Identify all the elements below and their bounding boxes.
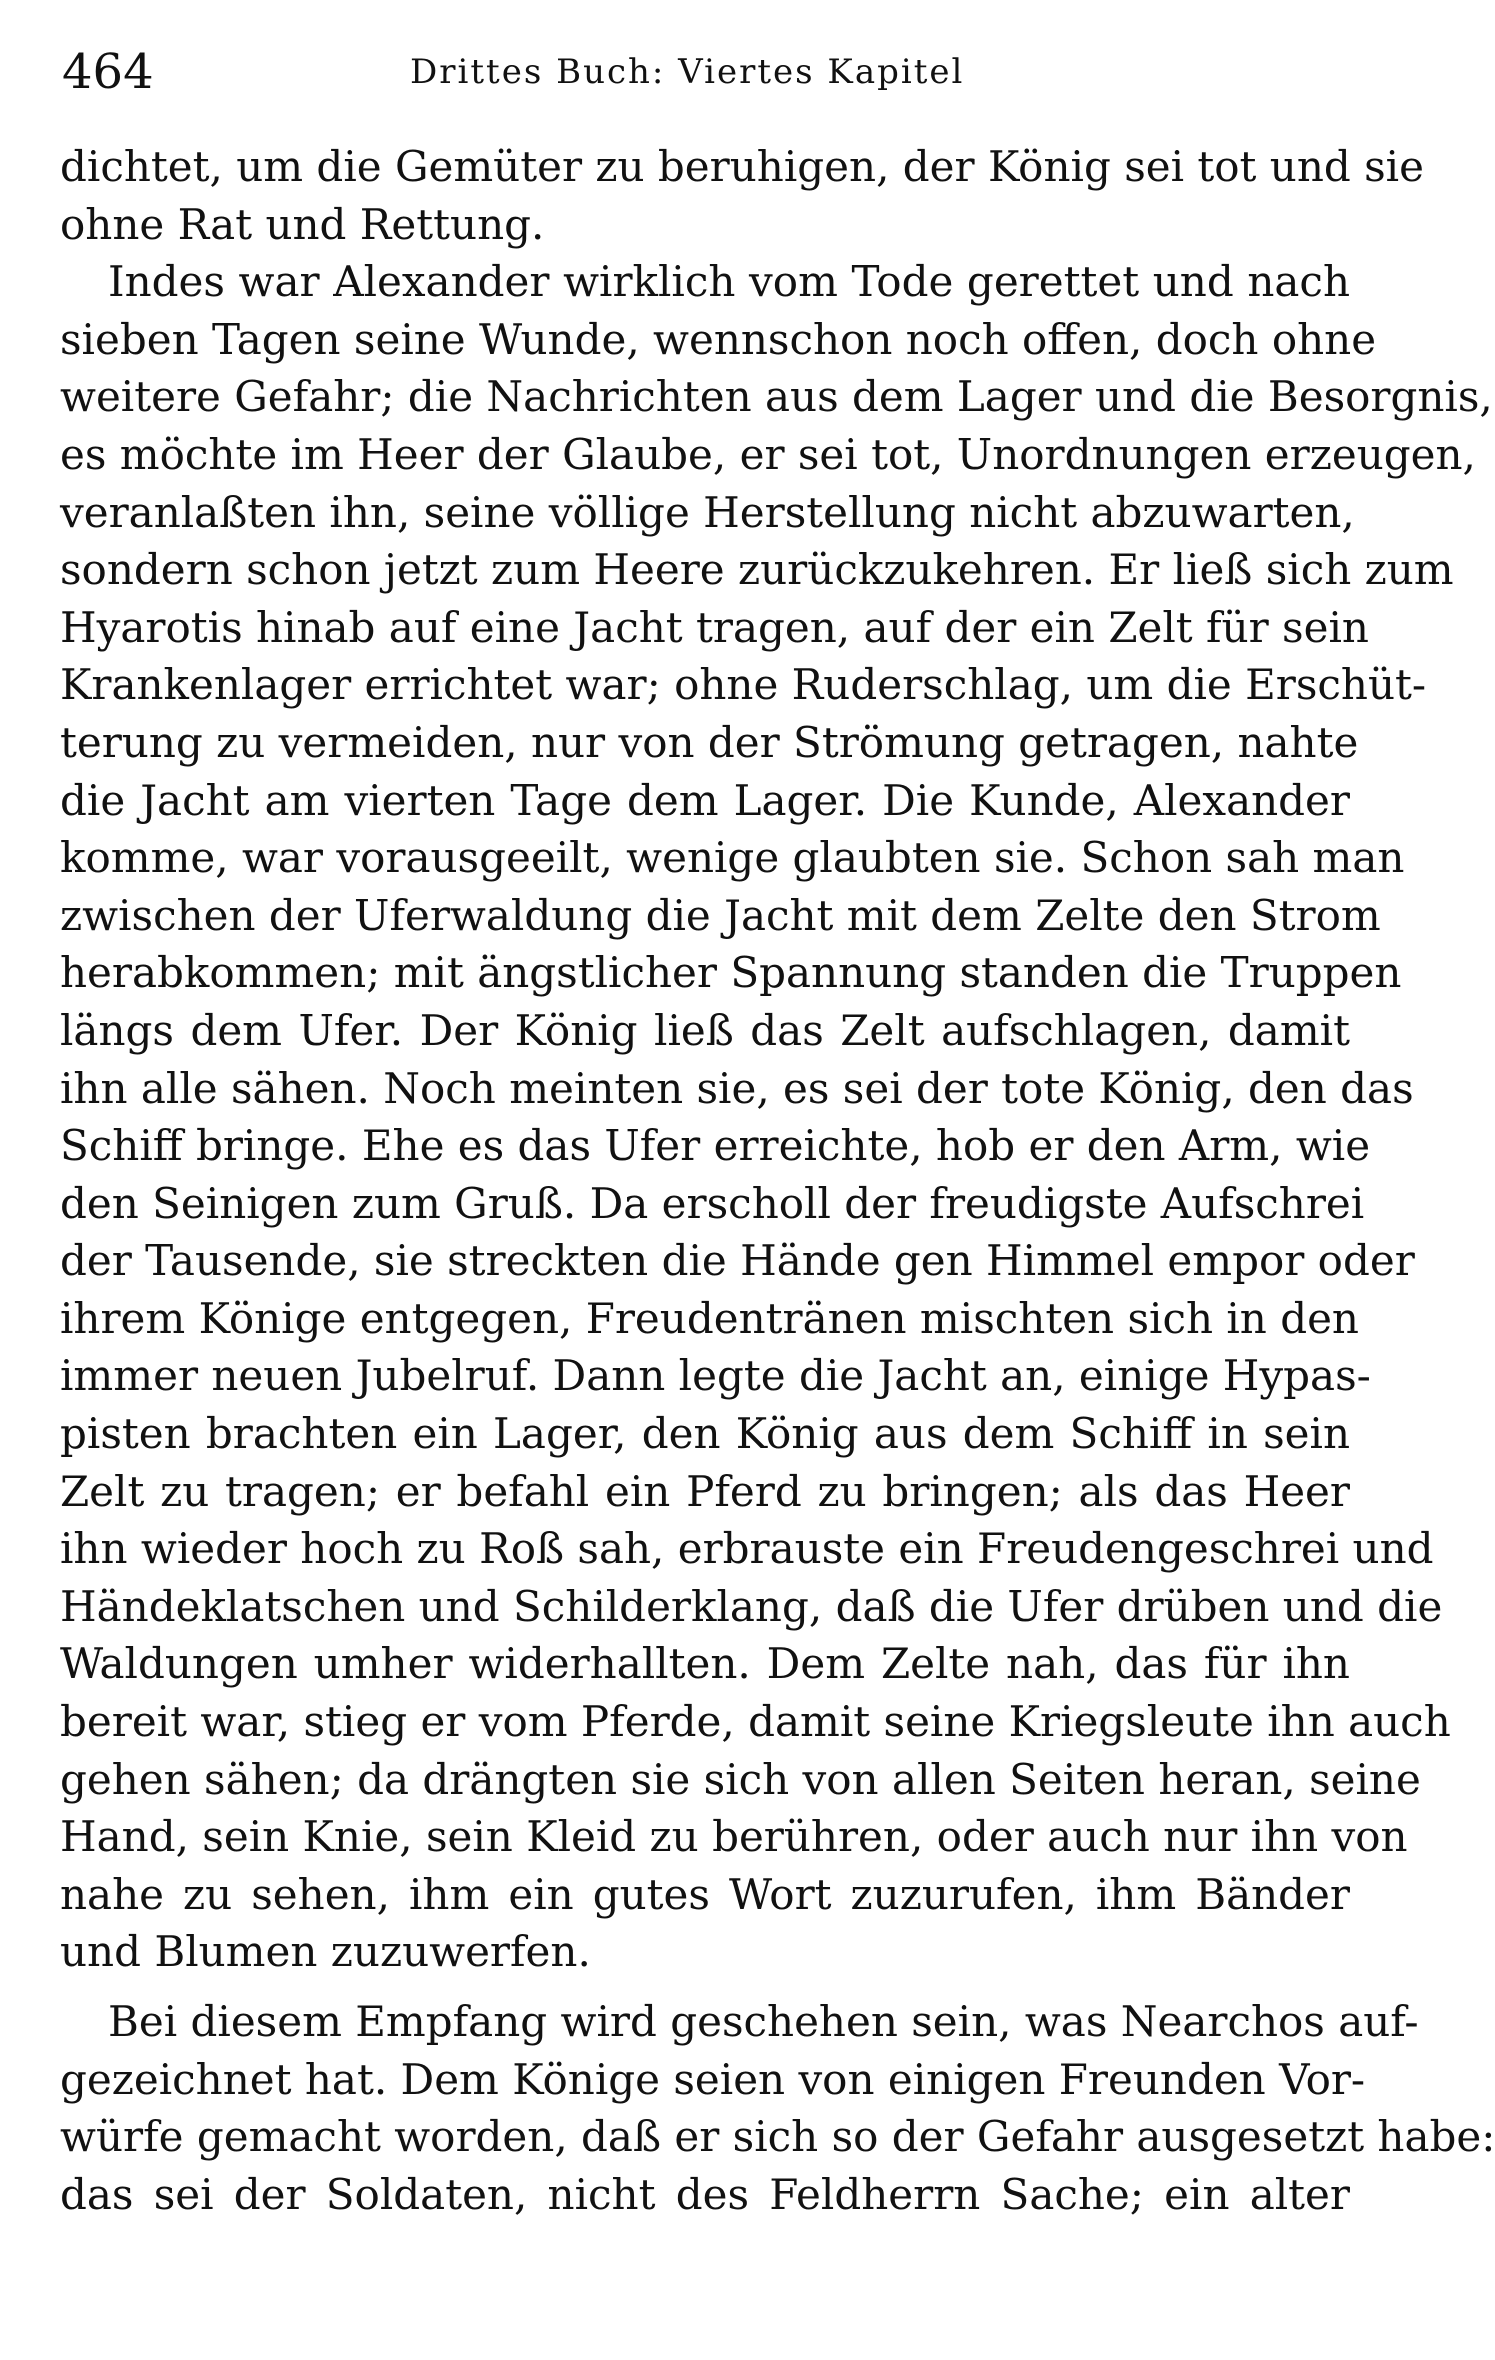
running-head: Drittes Buch: Viertes Kapitel <box>410 52 965 92</box>
text-line: den Seinigen zum Gruß. Da erscholl der freudigste Aufschrei <box>60 1178 1365 1228</box>
text-line: der Tausende, sie streckten die Hände gen Himmel empor oder <box>60 1236 1415 1286</box>
text-line: dichtet, um die Gemüter zu beruhigen, der König sei tot und sie <box>60 142 1424 191</box>
text-line: komme, war vorausgeeilt, wenige glaubten sie. Schon sah man <box>60 833 1405 883</box>
text-line: das sei der Soldaten, nicht des Feldherrn Sache; ein alter <box>60 2169 1350 2219</box>
text-line: immer neuen Jubelruf. Dann legte die Jacht an, einige Hypas- <box>60 1351 1371 1401</box>
text-line: bereit war, stieg er vom Pferde, damit seine Kriegsleute ihn auch <box>60 1697 1451 1747</box>
text-line: ihn alle sähen. Noch meinten sie, es sei der tote König, den das <box>60 1063 1414 1113</box>
text-line: Indes war Alexander wirklich vom Tode gerettet und nach <box>108 257 1350 307</box>
text-line: Schiff bringe. Ehe es das Ufer erreichte, hob er den Arm, wie <box>60 1121 1371 1171</box>
page-number: 464 <box>62 44 154 100</box>
page-header <box>50 36 1349 106</box>
text-line: Zelt zu tragen; er befahl ein Pferd zu bringen; als das Heer <box>60 1466 1350 1516</box>
paragraph-gap <box>60 1981 1350 1993</box>
text-line: sieben Tagen seine Wunde, wennschon noch offen, doch ohne <box>60 314 1377 364</box>
text-line: Bei diesem Empfang wird geschehen sein, was Nearchos auf- <box>108 1997 1419 2046</box>
text-line: die Jacht am vierten Tage dem Lager. Die Kunde, Alexander <box>60 775 1350 825</box>
text-line: Hand, sein Knie, sein Kleid zu berühren, oder auch nur ihn von <box>60 1812 1408 1862</box>
text-line: würfe gemacht worden, daß er sich so der Gefahr ausgesetzt habe: <box>60 2112 1495 2162</box>
text-line: längs dem Ufer. Der König ließ das Zelt aufschlagen, damit <box>60 1005 1350 1055</box>
text-line: terung zu vermeiden, nur von der Strömung getragen, nahte <box>60 717 1359 767</box>
text-line: weitere Gefahr; die Nachrichten aus dem Lager und die Besorgnis, <box>60 372 1493 422</box>
text-line: ohne Rat und Rettung. <box>60 199 545 249</box>
text-line: gehen sähen; da drängten sie sich von allen Seiten heran, seine <box>60 1754 1421 1804</box>
text-line: Händeklatschen und Schilderklang, daß die Ufer drüben und die <box>60 1581 1443 1631</box>
text-line: ihrem Könige entgegen, Freudentränen mischten sich in den <box>60 1293 1359 1343</box>
text-line: nahe zu sehen, ihm ein gutes Wort zuzurufen, ihm Bänder <box>60 1869 1350 1919</box>
text-line: und Blumen zuzuwerfen. <box>60 1927 591 1977</box>
text-line: es möchte im Heer der Glaube, er sei tot, Unordnungen erzeugen, <box>60 429 1476 479</box>
text-line: sondern schon jetzt zum Heere zurückzukehren. Er ließ sich zum <box>60 545 1454 595</box>
text-line: Hyarotis hinab auf eine Jacht tragen, auf der ein Zelt für sein <box>60 602 1369 652</box>
text-line: pisten brachten ein Lager, den König aus dem Schiff in sein <box>60 1409 1350 1459</box>
text-line: ihn wieder hoch zu Roß sah, erbrauste ein Freudengeschrei und <box>60 1524 1434 1574</box>
text-line: gezeichnet hat. Dem Könige seien von einigen Freunden Vor- <box>60 2054 1366 2104</box>
text-line: zwischen der Uferwaldung die Jacht mit dem Zelte den Strom <box>60 890 1381 940</box>
body-text <box>60 138 1495 2223</box>
text-line: Krankenlager errichtet war; ohne Ruderschlag, um die Erschüt- <box>60 660 1427 710</box>
text-line: Waldungen umher widerhallten. Dem Zelte nah, das für ihn <box>60 1639 1350 1689</box>
text-line: veranlaßten ihn, seine völlige Herstellung nicht abzuwarten, <box>60 487 1355 537</box>
text-line: herabkommen; mit ängstlicher Spannung standen die Truppen <box>60 948 1402 998</box>
